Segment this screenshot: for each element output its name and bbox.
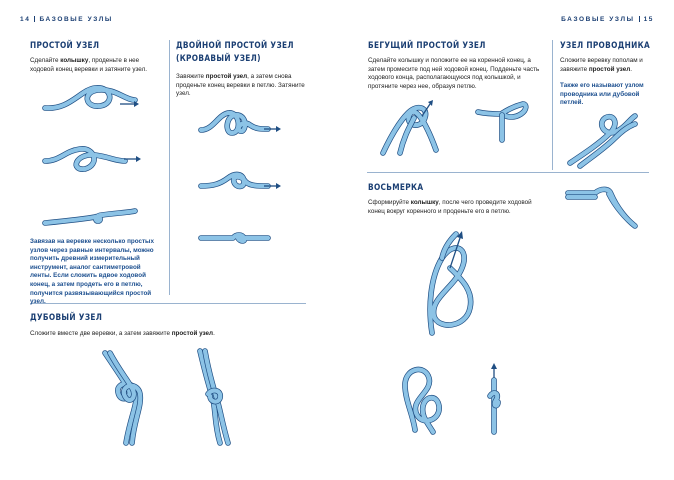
overhand-title: ПРОСТОЙ УЗЕЛ: [30, 41, 100, 51]
bowline-title: УЗЕЛ ПРОВОДНИКА: [560, 41, 651, 51]
oak-title: ДУБОВЫЙ УЗЕЛ: [30, 313, 103, 323]
left-page-number: 14: [20, 16, 31, 23]
overhand-step3-illustration: [40, 205, 150, 230]
left-page-header: [20, 16, 113, 23]
running-step1-illustration: [378, 98, 448, 158]
figure-eight-step2-illustration: [395, 360, 465, 435]
double-overhand-text: [176, 73, 306, 99]
term-bold: простой узел: [588, 65, 631, 73]
text-part: Сложите вместе две веревки, а затем завяжите: [30, 330, 172, 337]
section-divider: [367, 172, 649, 173]
term-bold: колышку: [60, 57, 89, 64]
bowline-step1-illustration: [565, 108, 640, 168]
double-overhand-step3-illustration: [198, 228, 288, 248]
oak-text: [30, 330, 290, 339]
overhand-text: [30, 57, 160, 74]
double-overhand-step2-illustration: [198, 168, 288, 198]
column-divider: [169, 40, 170, 295]
figure-eight-step1-illustration: [420, 228, 490, 338]
double-overhand-title: [176, 40, 294, 66]
header-separator: [34, 16, 35, 22]
running-step2-illustration: [475, 98, 535, 148]
text-part: Сложите веревку пополам и завяжите: [560, 57, 643, 73]
header-separator: [639, 16, 640, 22]
text-part: Сделайте: [30, 57, 61, 64]
right-page-header: [561, 16, 654, 23]
overhand-note: Завязав на веревке несколько простых узлов через равные интервалы, можно получить древний измерительный инструмент, аналог сантиметровой ленты. Если сложить вдвое ходовой конец, а затем продеть его в петлю, получится развязывающийся простой узел.: [30, 238, 154, 306]
figure-eight-text: [368, 199, 548, 216]
oak-step2-illustration: [190, 348, 250, 448]
overhand-step1-illustration: [40, 80, 150, 120]
figure-eight-title: ВОСЬМЕРКА: [368, 183, 424, 193]
overhand-step2-illustration: [40, 143, 150, 183]
term-bold: колышку: [410, 199, 439, 206]
text-part: Завяжите: [176, 73, 206, 80]
text-part: Сформируйте: [368, 199, 411, 206]
bowline-note: Также его называют узлом проводника или дубовой петлей.: [560, 82, 644, 107]
term-bold: простой узел: [171, 330, 214, 337]
text-part: , а затем снова проденьте конец веревки в петлю. Затяните узел.: [176, 73, 305, 98]
running-text: Сделайте колышку и положите ее на коренной конец, а затем промесите под ней ходовой конец. Подденьте часть ходового конца, располагающуюся под колышкой, и протяните через нее, образуя петлю.: [368, 57, 540, 90]
double-overhand-step1-illustration: [198, 105, 288, 145]
figure-eight-step3-illustration: [480, 360, 510, 435]
text-part: .: [630, 65, 632, 73]
text-part: .: [213, 330, 215, 337]
bowline-text: [560, 57, 650, 74]
bowline-step2-illustration: [565, 178, 640, 233]
running-title: БЕГУЩИЙ ПРОСТОЙ УЗЕЛ: [368, 41, 486, 51]
column-divider: [552, 40, 553, 170]
title-line: (КРОВАВЫЙ УЗЕЛ): [176, 54, 261, 64]
text-part: , после чего проведите ходовой конец вокруг коренного и проденьте его в петлю.: [368, 199, 532, 215]
oak-step1-illustration: [100, 348, 160, 448]
right-page-number: 15: [643, 16, 654, 23]
text-part: , проденьте в нее ходовой конец веревки и затяните узел.: [30, 57, 148, 73]
right-section-name: БАЗОВЫЕ УЗЛЫ: [561, 16, 635, 23]
term-bold: простой узел: [205, 73, 248, 80]
left-section-name: БАЗОВЫЕ УЗЛЫ: [39, 16, 113, 23]
title-line: ДВОЙНОЙ ПРОСТОЙ УЗЕЛ: [176, 41, 294, 51]
